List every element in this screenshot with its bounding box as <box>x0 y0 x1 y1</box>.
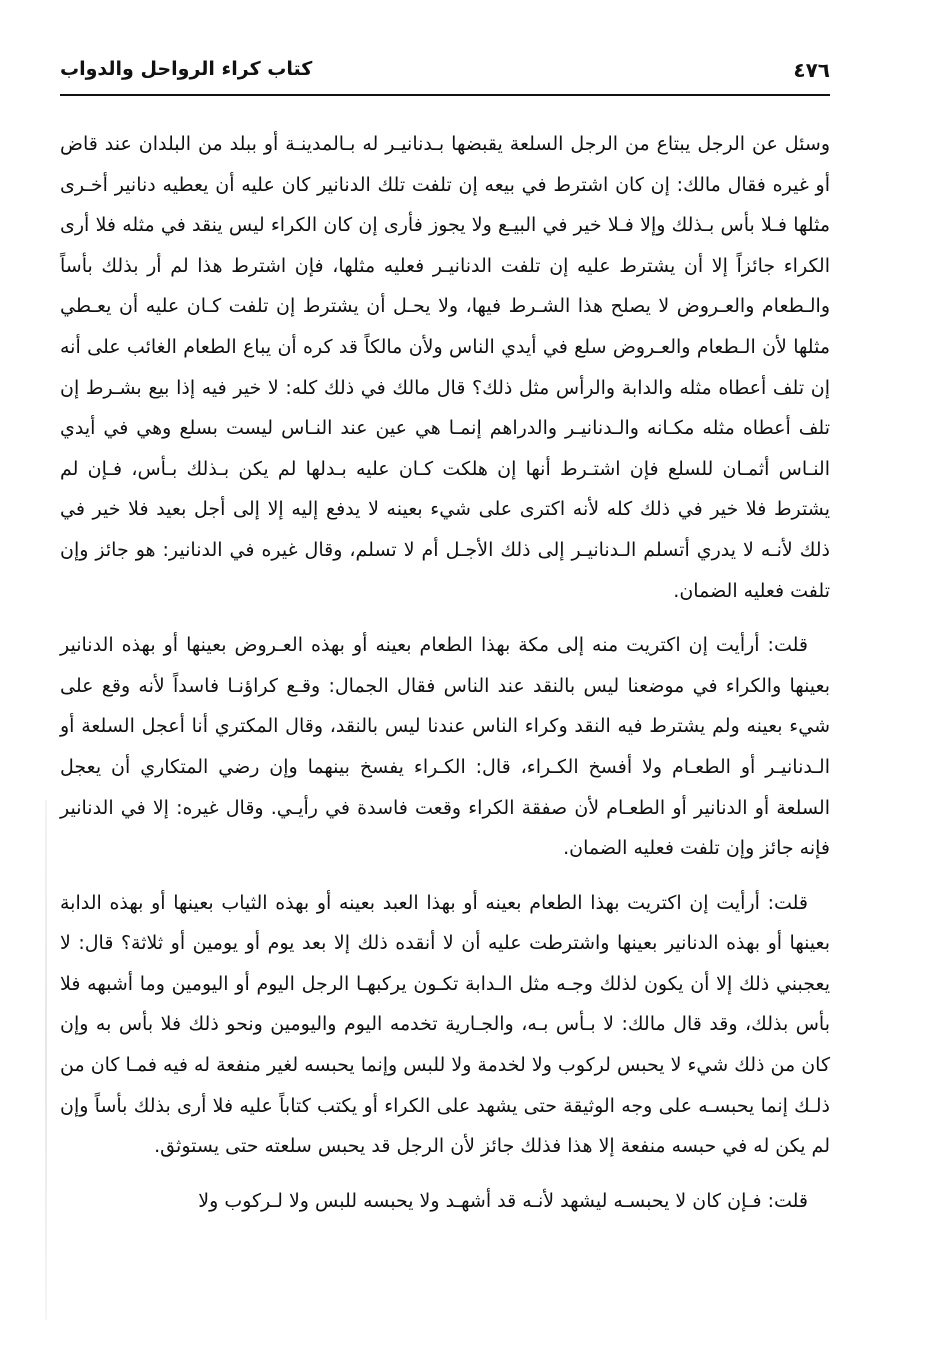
page-body <box>60 124 830 1221</box>
paragraph-4: قلت: فـإن كان لا يحبسـه ليشهد لأنـه قد أشهـد ولا يحبسه للبس ولا لـركوب ولا <box>198 1189 808 1212</box>
paragraph-3: قلت: أرأيت إن اكتريت بهذا الطعام بعينه أو بهذا العبد بعينه أو بهذه الثياب بعينها أو بهذه الدابة بعينها أو بهذه الدنانير بعينها واشترطت عليه أن لا أنقده ذلك إلا بعد يوم أو يومين أو ثلاثة؟ قال: لا يعجبني ذلك إلا أن يكون لذلك وجـه مثل الـدابة تكـون يركبهـا الرجل اليوم أو اليومين وما أشبهه فلا بأس بذلك، وقد قال مالك: لا بـأس بـه، والجـارية تخدمه اليوم واليومين ونحو ذلك فلا بأس به وإن كان من ذلك شيء لا يحبس لركوب ولا لخدمة ولا للبس وإنما يحبسه لغير منفعة له فيه فمـا كان من ذلـك إنما يحبسـه على وجه الوثيقة حتى يشهد على الكراء أو يكتب كتاباً عليه فلا أرى بذلك بأساً وإن لم يكن له في حبسه منفعة إلا هذا فذلك جائز لأن الرجل قد يحبس سلعته حتى يستوثق. <box>60 891 830 1158</box>
book-title: كتاب كراء الرواحل والدواب <box>60 58 313 80</box>
book-page <box>60 50 830 1350</box>
scan-shadow <box>45 800 47 1320</box>
paragraph-1: وسئل عن الرجل يبتاع من الرجل السلعة يقبضها بـدنانيـر له بـالمدينـة أو ببلد من البلدان عند قاض أو غيره فقال مالك: إن كان اشترط في بيعه إن تلفت تلك الدنانير كان عليه أن يعطيه دنانير أخـرى مثلها فـلا بأس بـذلك وإلا فـلا خير في البيـع ولا يجوز فأرى إن كان الكراء ليس ينقد في مثله فلا أرى الكراء جائزاً إلا أن يشترط عليه إن تلفت الدنانيـر فعليه مثلها، فإن اشترط هذا لم أر بذلك بأساً والـطعام والعـروض لا يصلح هذا الشـرط فيها، ولا يحـل أن يشترط إن تلفت كـان عليه أن يعـطي مثلها لأن الـطعام والعـروض سلع في أيدي الناس ولأن مالكاً قد كره أن يباع الطعام الغائب على أنه إن تلف أعطاه مثله والدابة والرأس مثل ذلك؟ قال مالك في ذلك كله: لا خير فيه إذا بيع بشـرط إن تلف أعطاه مثله مكـانه والـدنانيـر والدراهم إنمـا هي عين عند النـاس ليست بسلع وهي في أيدي النـاس أثمـان للسلع فإن اشتـرط أنها إن هلكت كـان عليه بـدلها لم يكن بـذلك بـأس، فـإن لم يشترط فلا خير في ذلك كله لأنه اكترى على شيء بعينه لا يدفع إليه إلا إلى أجل بعيد فلا خير في ذلك لأنـه لا يدري أتسلم الـدنانيـر إلى ذلك الأجـل أم لا تسلم، وقال غيره في الدنانير: هو جائز وإن تلفت فعليه الضمان. <box>60 133 830 602</box>
running-header <box>60 50 830 96</box>
page-number: ٤٧٦ <box>793 58 830 82</box>
paragraph-2: قلت: أرأيت إن اكتريت منه إلى مكة بهذا الطعام بعينه أو بهذه العـروض بعينها أو بهذه الدنانير بعينها والكراء في موضعنا ليس بالنقد عند الناس فقال الجمال: وقـع كراؤنـا فاسداً لأنه وقع على شيء بعينه ولم يشترط فيه النقد وكراء الناس عندنا ليس بالنقد، وقال المكتري أنا أعجل السلعة أو الـدنانيـر أو الطعـام ولا أفسخ الكـراء، قال: الكـراء يفسخ بينهما وإن رضي المتكاري أن يعجل السلعة أو الدنانير أو الطعـام لأن صفقة الكراء وقعت فاسدة في رأيـي. وقال غيره: إلا في الدنانير فإنه جائز وإن تلفت فعليه الضمان. <box>60 634 830 860</box>
